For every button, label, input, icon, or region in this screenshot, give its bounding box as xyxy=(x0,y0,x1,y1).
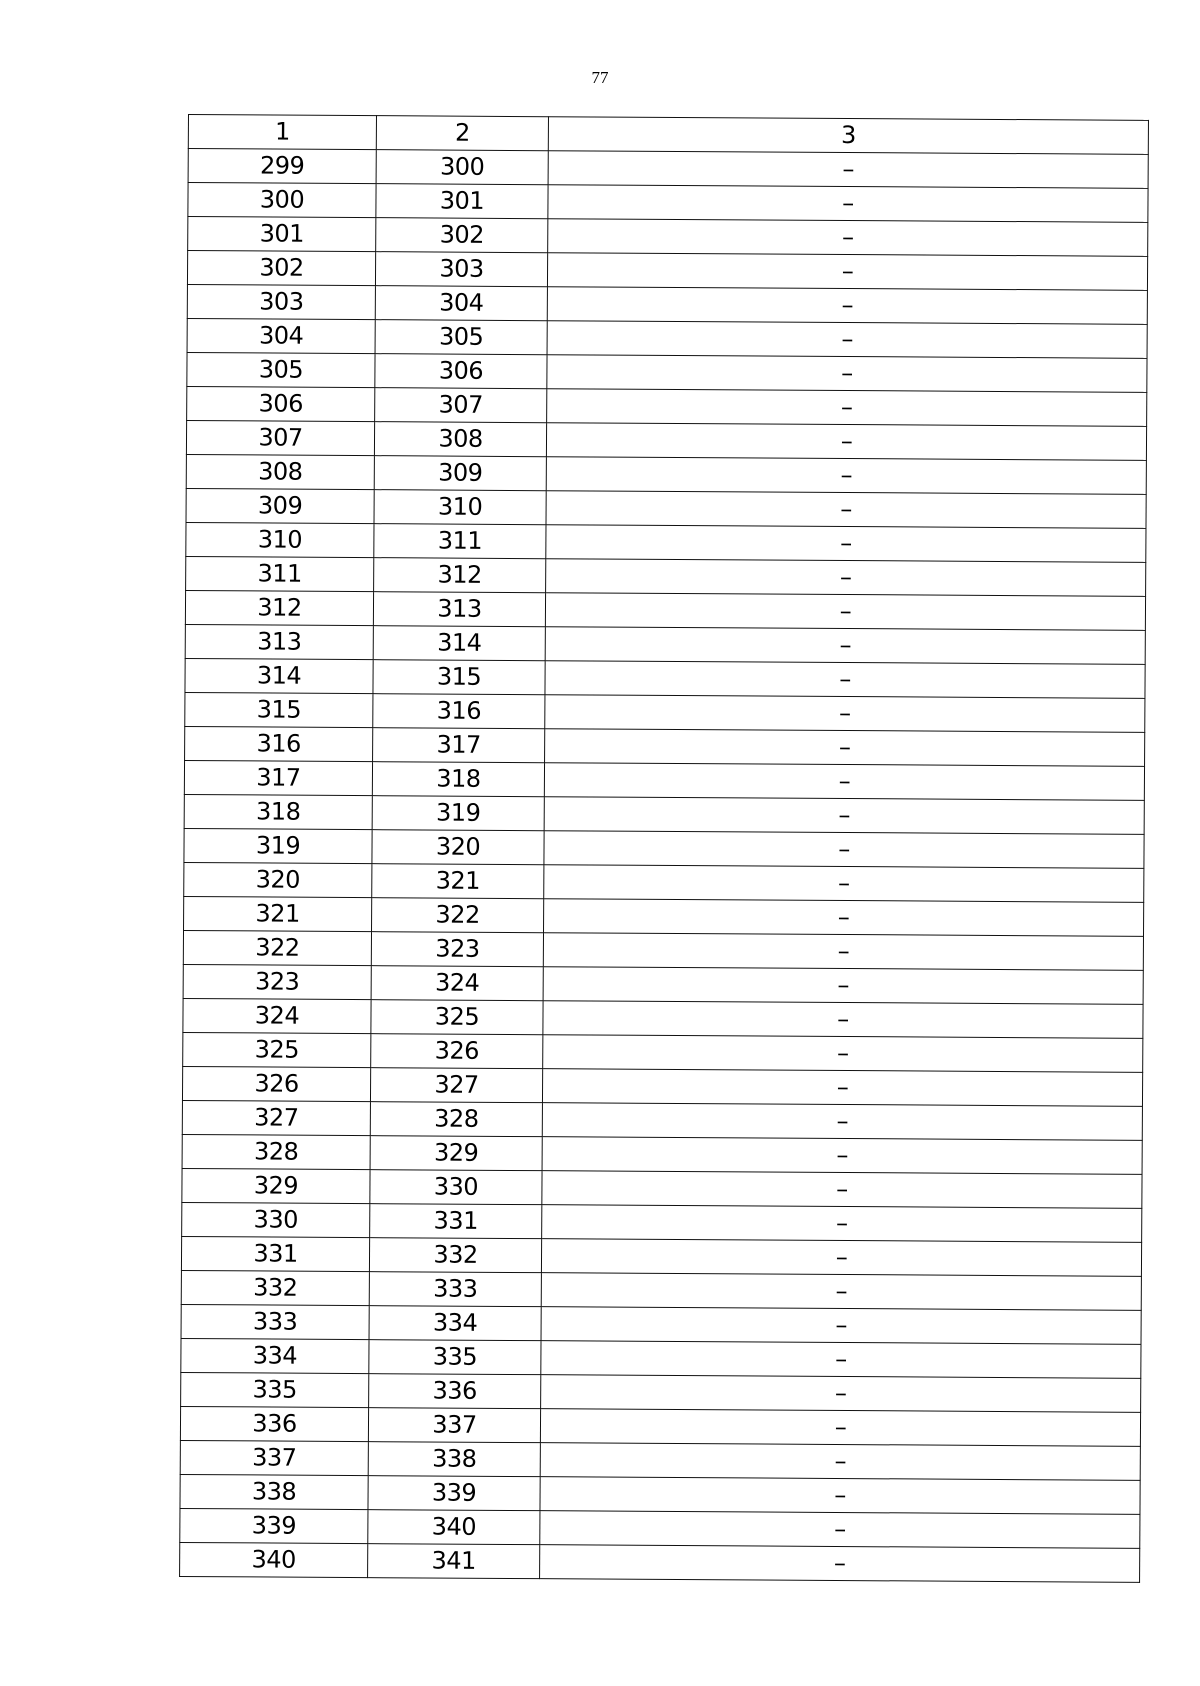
cell-col-3: – xyxy=(545,695,1145,733)
cell-col-2: 325 xyxy=(371,1000,543,1035)
cell-col-1: 340 xyxy=(180,1542,368,1577)
cell-col-1: 334 xyxy=(181,1338,369,1373)
cell-col-3: – xyxy=(545,627,1145,665)
table-row xyxy=(187,352,1147,392)
cell-col-2: 306 xyxy=(375,354,547,389)
table-row xyxy=(188,217,1148,257)
cell-col-1: 307 xyxy=(186,420,374,455)
cell-col-2: 331 xyxy=(370,1204,542,1239)
cell-col-2: 323 xyxy=(371,932,543,967)
cell-col-2: 341 xyxy=(368,1544,540,1579)
cell-col-3: – xyxy=(546,491,1146,529)
cell-col-2: 310 xyxy=(374,490,546,525)
cell-col-3: – xyxy=(543,1001,1143,1039)
data-table xyxy=(179,114,1149,1583)
cell-col-2: 303 xyxy=(375,252,547,287)
cell-col-2: 332 xyxy=(369,1238,541,1273)
cell-col-1: 312 xyxy=(185,590,373,625)
table-row xyxy=(181,1304,1141,1344)
table-row xyxy=(184,896,1144,936)
cell-col-3: – xyxy=(547,321,1147,359)
cell-col-2: 320 xyxy=(372,830,544,865)
table-row xyxy=(187,284,1147,324)
table-body xyxy=(180,149,1149,1583)
cell-col-1: 305 xyxy=(187,352,375,387)
cell-col-2: 313 xyxy=(373,592,545,627)
cell-col-3: – xyxy=(542,1103,1142,1141)
table-row xyxy=(186,488,1146,528)
cell-col-1: 309 xyxy=(186,488,374,523)
cell-col-3: – xyxy=(541,1375,1141,1413)
cell-col-3: – xyxy=(543,967,1143,1005)
cell-col-3: – xyxy=(543,933,1143,971)
cell-col-3: – xyxy=(543,1035,1143,1073)
cell-col-2: 333 xyxy=(369,1272,541,1307)
cell-col-3: – xyxy=(546,525,1146,563)
cell-col-1: 333 xyxy=(181,1304,369,1339)
cell-col-1: 324 xyxy=(183,998,371,1033)
cell-col-2: 330 xyxy=(370,1170,542,1205)
cell-col-1: 327 xyxy=(182,1100,370,1135)
cell-col-2: 304 xyxy=(375,286,547,321)
column-header-2: 2 xyxy=(376,116,548,151)
cell-col-1: 322 xyxy=(183,930,371,965)
cell-col-2: 334 xyxy=(369,1306,541,1341)
cell-col-3: – xyxy=(548,185,1148,223)
cell-col-1: 313 xyxy=(185,624,373,659)
cell-col-1: 332 xyxy=(181,1270,369,1305)
cell-col-1: 319 xyxy=(184,828,372,863)
cell-col-1: 310 xyxy=(186,522,374,557)
column-header-3: 3 xyxy=(548,117,1148,155)
cell-col-1: 311 xyxy=(186,556,374,591)
cell-col-2: 329 xyxy=(370,1136,542,1171)
cell-col-2: 318 xyxy=(372,762,544,797)
cell-col-2: 340 xyxy=(368,1510,540,1545)
cell-col-2: 309 xyxy=(374,456,546,491)
table-row xyxy=(188,183,1148,223)
cell-col-2: 321 xyxy=(372,864,544,899)
cell-col-2: 337 xyxy=(368,1408,540,1443)
table-row xyxy=(181,1338,1141,1378)
table-row xyxy=(184,794,1144,834)
table-row xyxy=(182,1168,1142,1208)
page-number: 77 xyxy=(591,68,609,87)
cell-col-2: 319 xyxy=(372,796,544,831)
table-row xyxy=(182,1202,1142,1242)
table-row xyxy=(184,828,1144,868)
cell-col-1: 336 xyxy=(180,1406,368,1441)
cell-col-1: 299 xyxy=(188,149,376,184)
cell-col-1: 318 xyxy=(184,794,372,829)
cell-col-3: – xyxy=(545,593,1145,631)
cell-col-1: 301 xyxy=(188,217,376,252)
cell-col-2: 324 xyxy=(371,966,543,1001)
cell-col-3: – xyxy=(541,1341,1141,1379)
table-row xyxy=(183,964,1143,1004)
cell-col-1: 308 xyxy=(186,454,374,489)
cell-col-1: 339 xyxy=(180,1508,368,1543)
cell-col-3: – xyxy=(542,1069,1142,1107)
cell-col-3: – xyxy=(546,423,1146,461)
cell-col-3: – xyxy=(542,1171,1142,1209)
cell-col-1: 337 xyxy=(180,1440,368,1475)
table-row xyxy=(181,1270,1141,1310)
cell-col-3: – xyxy=(542,1205,1142,1243)
cell-col-3: – xyxy=(540,1477,1140,1515)
cell-col-3: – xyxy=(546,457,1146,495)
cell-col-3: – xyxy=(541,1239,1141,1277)
table-row xyxy=(181,1236,1141,1276)
cell-col-2: 315 xyxy=(373,660,545,695)
cell-col-1: 330 xyxy=(182,1202,370,1237)
cell-col-3: – xyxy=(540,1409,1140,1447)
cell-col-2: 312 xyxy=(374,558,546,593)
cell-col-2: 326 xyxy=(371,1034,543,1069)
cell-col-3: – xyxy=(545,729,1145,767)
cell-col-2: 336 xyxy=(369,1374,541,1409)
table-row xyxy=(186,420,1146,460)
cell-col-2: 307 xyxy=(375,388,547,423)
cell-col-3: – xyxy=(548,219,1148,257)
table-header-row xyxy=(188,115,1148,155)
cell-col-2: 328 xyxy=(370,1102,542,1137)
cell-col-3: – xyxy=(541,1273,1141,1311)
cell-col-1: 326 xyxy=(182,1066,370,1101)
cell-col-2: 314 xyxy=(373,626,545,661)
cell-col-2: 317 xyxy=(373,728,545,763)
cell-col-1: 320 xyxy=(184,862,372,897)
cell-col-3: – xyxy=(547,287,1147,325)
cell-col-2: 335 xyxy=(369,1340,541,1375)
table-row xyxy=(186,454,1146,494)
cell-col-1: 323 xyxy=(183,964,371,999)
cell-col-3: – xyxy=(546,559,1146,597)
cell-col-3: – xyxy=(542,1137,1142,1175)
cell-col-2: 300 xyxy=(376,150,548,185)
cell-col-2: 301 xyxy=(376,184,548,219)
cell-col-1: 300 xyxy=(188,183,376,218)
cell-col-3: – xyxy=(544,865,1144,903)
cell-col-1: 316 xyxy=(185,726,373,761)
cell-col-1: 314 xyxy=(185,658,373,693)
cell-col-1: 338 xyxy=(180,1474,368,1509)
table-row xyxy=(183,998,1143,1038)
table-row xyxy=(183,930,1143,970)
cell-col-3: – xyxy=(541,1307,1141,1345)
cell-col-1: 335 xyxy=(181,1372,369,1407)
cell-col-3: – xyxy=(544,899,1144,937)
table-row xyxy=(188,149,1148,189)
table-row xyxy=(182,1134,1142,1174)
cell-col-2: 305 xyxy=(375,320,547,355)
cell-col-2: 302 xyxy=(376,218,548,253)
cell-col-3: – xyxy=(544,763,1144,801)
cell-col-1: 302 xyxy=(187,251,375,286)
cell-col-3: – xyxy=(545,661,1145,699)
table-row xyxy=(187,386,1147,426)
cell-col-1: 304 xyxy=(187,318,375,353)
cell-col-3: – xyxy=(547,389,1147,427)
cell-col-1: 315 xyxy=(185,692,373,727)
column-header-1: 1 xyxy=(188,115,376,150)
cell-col-1: 328 xyxy=(182,1134,370,1169)
cell-col-1: 317 xyxy=(184,760,372,795)
cell-col-3: – xyxy=(548,151,1148,189)
cell-col-2: 339 xyxy=(368,1476,540,1511)
cell-col-3: – xyxy=(547,355,1147,393)
cell-col-1: 331 xyxy=(181,1236,369,1271)
cell-col-3: – xyxy=(540,1511,1140,1549)
cell-col-1: 321 xyxy=(184,896,372,931)
table-row xyxy=(187,318,1147,358)
cell-col-2: 338 xyxy=(368,1442,540,1477)
table-row xyxy=(182,1066,1142,1106)
cell-col-2: 327 xyxy=(370,1068,542,1103)
table-row xyxy=(187,251,1147,291)
table-row xyxy=(180,1542,1140,1582)
table-row xyxy=(183,1032,1143,1072)
cell-col-1: 325 xyxy=(183,1032,371,1067)
cell-col-3: – xyxy=(540,1545,1140,1583)
cell-col-1: 303 xyxy=(187,284,375,319)
cell-col-3: – xyxy=(540,1443,1140,1481)
table-row xyxy=(184,862,1144,902)
cell-col-3: – xyxy=(544,797,1144,835)
cell-col-1: 329 xyxy=(182,1168,370,1203)
cell-col-3: – xyxy=(547,253,1147,291)
table-row xyxy=(182,1100,1142,1140)
table-container xyxy=(179,114,1148,1583)
cell-col-2: 316 xyxy=(373,694,545,729)
cell-col-1: 306 xyxy=(187,386,375,421)
cell-col-3: – xyxy=(544,831,1144,869)
cell-col-2: 308 xyxy=(374,422,546,457)
cell-col-2: 322 xyxy=(372,898,544,933)
cell-col-2: 311 xyxy=(374,524,546,559)
